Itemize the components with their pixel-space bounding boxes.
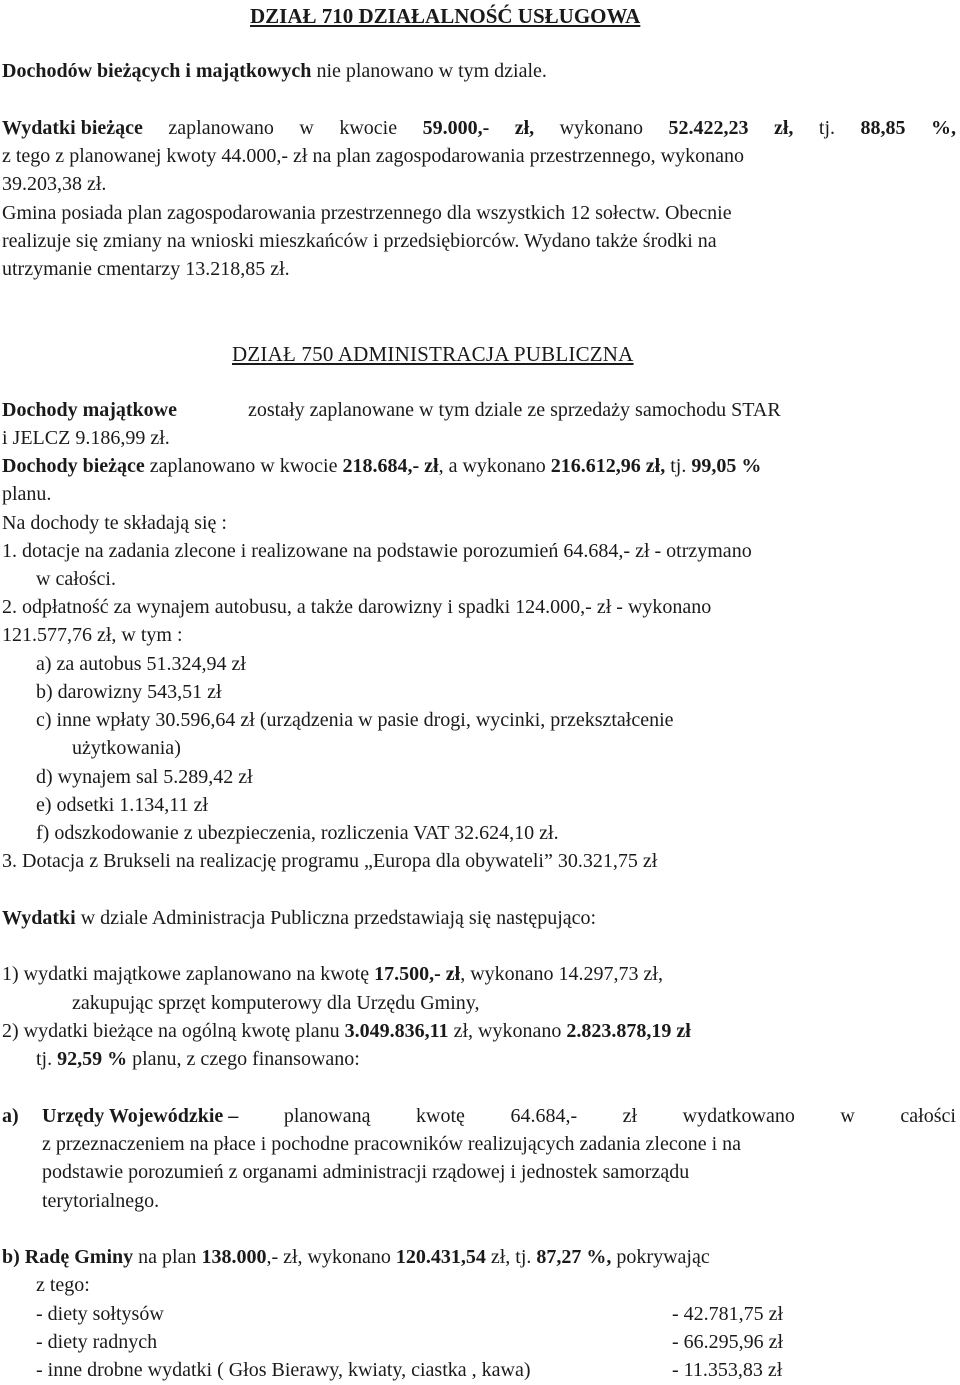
list-item-cont: 121.577,76 zł, w tym :	[2, 624, 183, 646]
list-item-cont: w całości.	[36, 568, 116, 590]
sub-item: d) wynajem sal 5.289,42 zł	[36, 766, 253, 788]
paragraph-750-capital-income: Dochody majątkowe	[2, 399, 177, 421]
expense-item-2-cont: tj. 92,59 % planu, z czego finansowano:	[36, 1048, 360, 1070]
sub-item: f) odszkodowanie z ubezpieczenia, rozliczenia VAT 32.624,10 zł.	[36, 822, 559, 844]
paragraph-750-line: i JELCZ 9.186,99 zł.	[2, 427, 170, 449]
item-b-line: b) Radę Gminy na plan 138.000,- zł, wykonano 120.431,54 zł, tj. 87,27 %, pokrywając	[2, 1246, 710, 1268]
sub-item: a) za autobus 51.324,94 zł	[36, 653, 246, 675]
paragraph-750-current-income: Dochody bieżące zaplanowano w kwocie 218.684,- zł, a wykonano 216.612,96 zł, tj. 99,05 %	[2, 455, 762, 477]
sub-item: e) odsetki 1.134,11 zł	[36, 794, 209, 816]
breakdown-label: - diety radnych	[36, 1331, 158, 1353]
item-a-cont: podstawie porozumień z organami administracji rządowej i jednostek samorządu	[42, 1161, 690, 1183]
list-item: 1. dotacje na zadania zlecone i realizowane na podstawie porozumień 64.684,- zł - otrzymano	[2, 540, 752, 562]
breakdown-label: - inne drobne wydatki ( Głos Bierawy, kwiaty, ciastka , kawa)	[36, 1359, 531, 1381]
paragraph-710-line: z tego z planowanej kwoty 44.000,- zł na plan zagospodarowania przestrzennego, wykonano	[2, 145, 744, 167]
breakdown-value: - 42.781,75 zł	[672, 1303, 784, 1325]
paragraph-710-line: realizuje się zmiany na wnioski mieszkańców i przedsiębiorców. Wydano także środki na	[2, 230, 717, 252]
paragraph-750-line: Na dochody te składają się :	[2, 512, 227, 534]
paragraph-710-income: Dochodów bieżących i majątkowych nie planowano w tym dziale.	[2, 60, 547, 82]
paragraph-710-line: utrzymanie cmentarzy 13.218,85 zł.	[2, 258, 290, 280]
expense-item-2: 2) wydatki bieżące na ogólną kwotę planu 3.049.836,11 zł, wykonano 2.823.878,19 zł	[2, 1020, 691, 1042]
sub-item: c) inne wpłaty 30.596,64 zł (urządzenia w pasie drogi, wycinki, przekształcenie	[36, 709, 674, 731]
section-title-710: DZIAŁ 710 DZIAŁALNOŚĆ USŁUGOWA	[250, 4, 641, 28]
paragraph-750-expenses: Wydatki w dziale Administracja Publiczna przedstawiają się następująco:	[2, 907, 597, 929]
paragraph-750-capital-income-rest: zostały zaplanowane w tym dziale ze sprzedaży samochodu STAR	[248, 399, 781, 421]
item-b-cont: z tego:	[36, 1274, 90, 1296]
paragraph-710-line: Gmina posiada plan zagospodarowania przestrzennego dla wszystkich 12 sołectw. Obecnie	[2, 202, 732, 224]
breakdown-value: - 66.295,96 zł	[672, 1331, 784, 1353]
item-a-marker: a)	[2, 1105, 19, 1127]
paragraph-710-line: 39.203,38 zł.	[2, 173, 107, 195]
paragraph-750-line: planu.	[2, 483, 52, 505]
list-item: 2. odpłatność za wynajem autobusu, a także darowizny i spadki 124.000,- zł - wykonano	[2, 596, 712, 618]
sub-item: b) darowizny 543,51 zł	[36, 681, 222, 703]
item-a-line: Urzędy Wojewódzkie – planowaną kwotę 64.684,- zł wydatkowano w całości	[42, 1105, 956, 1127]
item-a-cont: terytorialnego.	[42, 1190, 160, 1212]
breakdown-label: - diety sołtysów	[36, 1303, 164, 1325]
item-a-cont: z przeznaczeniem na płace i pochodne pracowników realizujących zadania zlecone i na	[42, 1133, 742, 1155]
paragraph-710-expenses-line: Wydatki bieżące zaplanowano w kwocie 59.000,- zł, wykonano 52.422,23 zł, tj. 88,85 %,	[2, 117, 956, 139]
list-item: 3. Dotacja z Brukseli na realizację programu „Europa dla obywateli” 30.321,75 zł	[2, 850, 658, 872]
section-title-750: DZIAŁ 750 ADMINISTRACJA PUBLICZNA	[232, 342, 634, 366]
sub-item-cont: użytkowania)	[72, 737, 181, 759]
expense-item-1: 1) wydatki majątkowe zaplanowano na kwotę 17.500,- zł, wykonano 14.297,73 zł,	[2, 963, 663, 985]
expense-item-1-cont: zakupując sprzęt komputerowy dla Urzędu Gminy,	[72, 992, 480, 1014]
breakdown-value: - 11.353,83 zł	[672, 1359, 783, 1381]
